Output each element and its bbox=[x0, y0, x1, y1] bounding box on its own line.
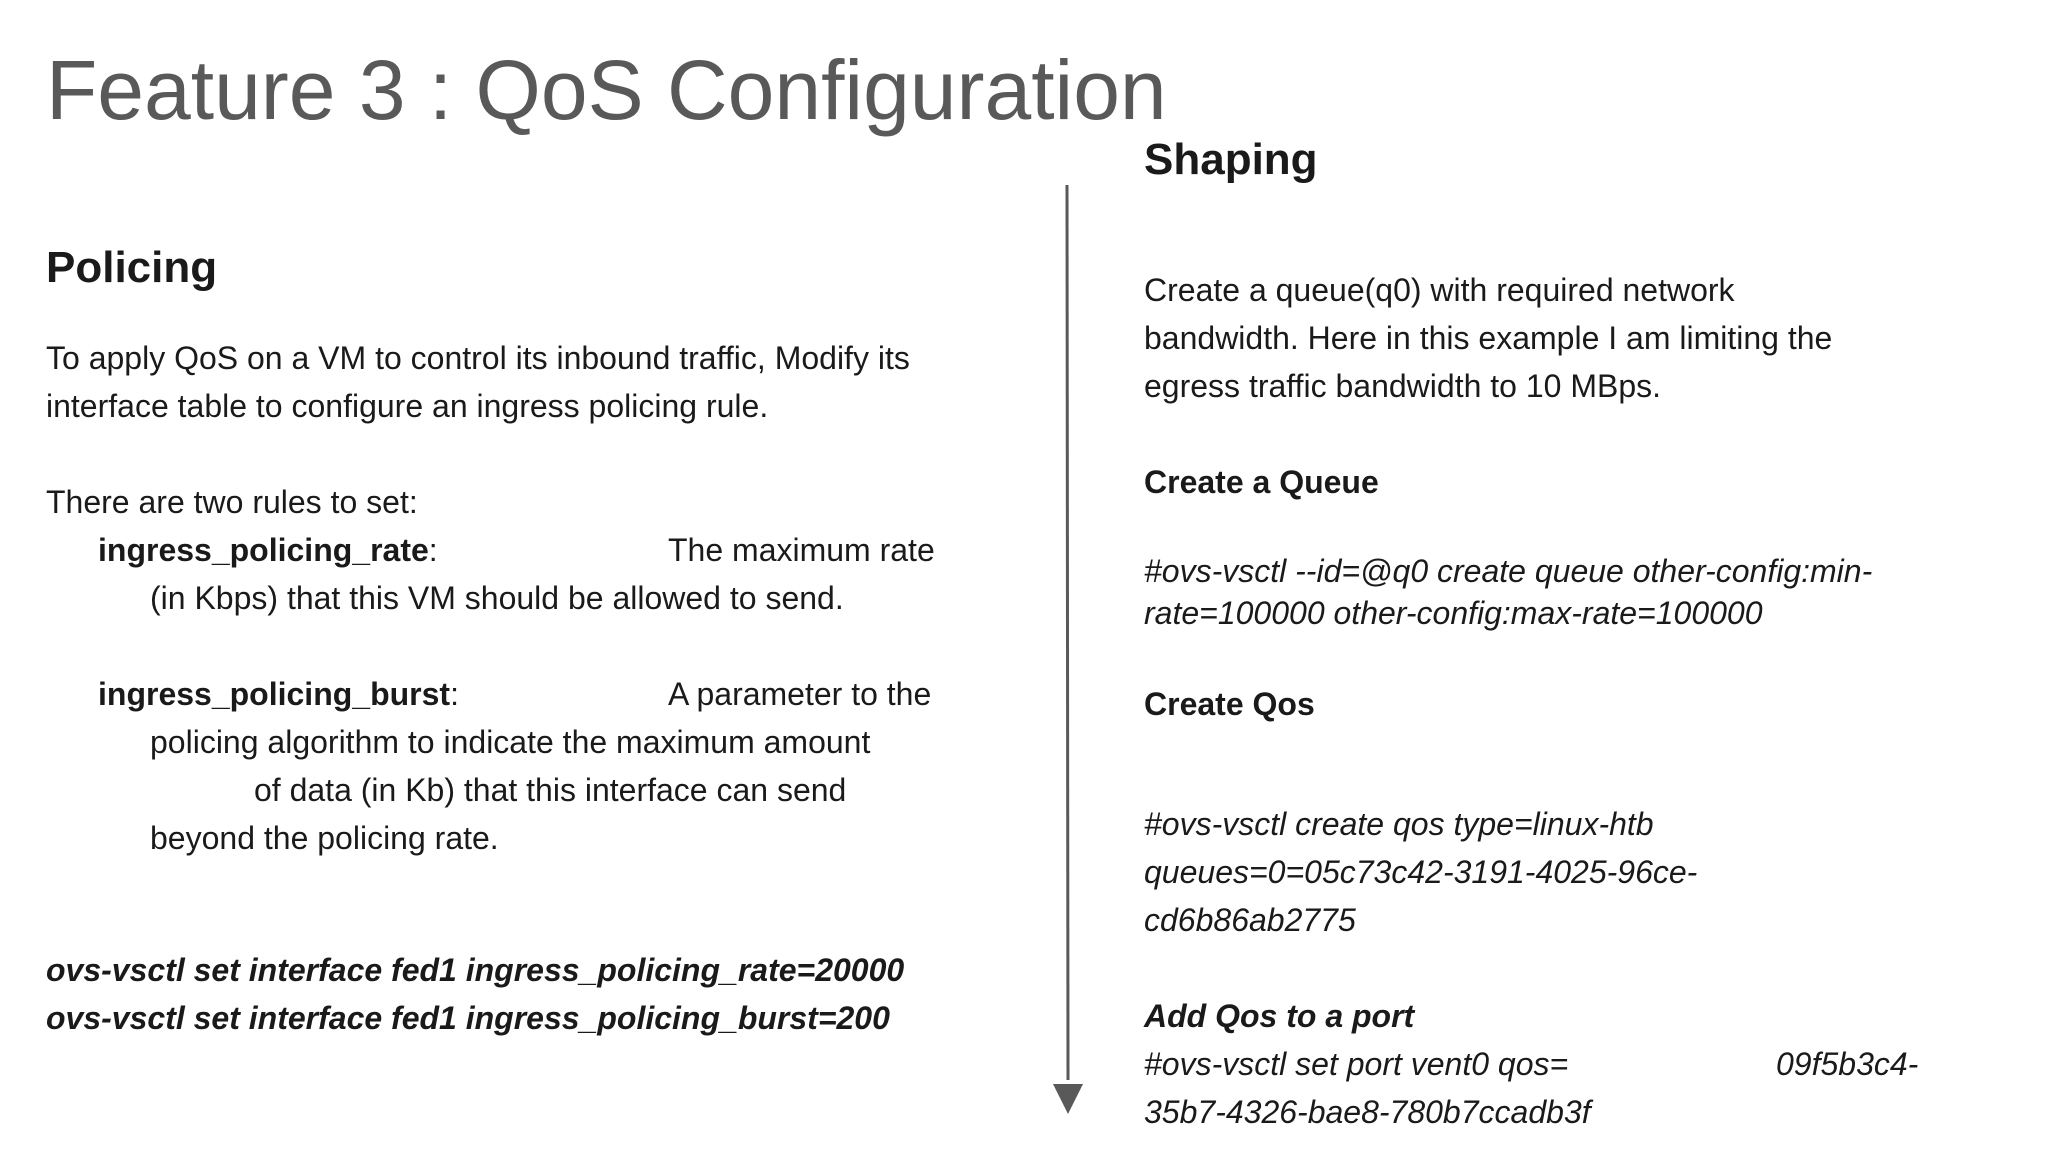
rule1-name: ingress_policing_rate bbox=[98, 532, 429, 568]
divider-arrow-line bbox=[1067, 185, 1068, 1080]
create-queue-heading: Create a Queue bbox=[1144, 464, 1379, 500]
qos-command-line2: queues=0=05c73c42-3191-4025-96ce- bbox=[1144, 854, 1698, 890]
policing-intro-line1: To apply QoS on a VM to control its inbound traffic, Modify its bbox=[46, 340, 910, 376]
policing-heading: Policing bbox=[46, 243, 218, 292]
shaping-intro-line1: Create a queue(q0) with required network bbox=[1144, 272, 1735, 308]
shaping-heading: Shaping bbox=[1144, 135, 1318, 184]
rule2-desc-line3: of data (in Kb) that this interface can send bbox=[254, 772, 847, 808]
rule1-colon: : bbox=[428, 532, 438, 568]
port-command-part2: 09f5b3c4- bbox=[1776, 1046, 1919, 1082]
port-command-line2: 35b7-4326-bae8-780b7ccadb3f bbox=[1144, 1094, 1591, 1130]
rule2-term bbox=[98, 670, 459, 718]
port-command-part1: #ovs-vsctl set port vent0 qos= bbox=[1144, 1046, 1569, 1082]
policing-intro-line2: interface table to configure an ingress policing rule. bbox=[46, 388, 769, 424]
queue-command-line2: rate=100000 other-config:max-rate=100000 bbox=[1144, 595, 1763, 631]
rule1-desc-line2: (in Kbps) that this VM should be allowed to send. bbox=[150, 580, 844, 616]
qos-command-line3: cd6b86ab2775 bbox=[1144, 902, 1356, 938]
slide-title: Feature 3 : QoS Configuration bbox=[46, 43, 1167, 137]
rule2-desc-line1: A parameter to the bbox=[668, 676, 932, 712]
policing-command-burst: ovs-vsctl set interface fed1 ingress_policing_burst=200 bbox=[46, 1000, 890, 1036]
divider-arrow-head bbox=[1053, 1084, 1083, 1114]
shaping-intro-line3: egress traffic bandwidth to 10 MBps. bbox=[1144, 368, 1662, 404]
queue-command-line1: #ovs-vsctl --id=@q0 create queue other-config:min- bbox=[1144, 553, 1873, 589]
rule1-desc-line1: The maximum rate bbox=[668, 532, 935, 568]
rule2-colon: : bbox=[450, 676, 459, 712]
divider-arrow bbox=[1040, 180, 1100, 1120]
add-qos-port-heading: Add Qos to a port bbox=[1144, 998, 1415, 1034]
qos-command-line1: #ovs-vsctl create qos type=linux-htb bbox=[1144, 806, 1654, 842]
rule2-desc-line4: beyond the policing rate. bbox=[150, 820, 499, 856]
create-qos-heading: Create Qos bbox=[1144, 686, 1315, 722]
rule1-term bbox=[98, 526, 438, 574]
rules-intro: There are two rules to set: bbox=[46, 484, 418, 520]
policing-command-rate: ovs-vsctl set interface fed1 ingress_policing_rate=20000 bbox=[46, 952, 905, 988]
shaping-intro-line2: bandwidth. Here in this example I am limiting the bbox=[1144, 320, 1833, 356]
rule2-desc-line2: policing algorithm to indicate the maximum amount bbox=[150, 724, 871, 760]
rule2-name: ingress_policing_burst bbox=[98, 676, 451, 712]
